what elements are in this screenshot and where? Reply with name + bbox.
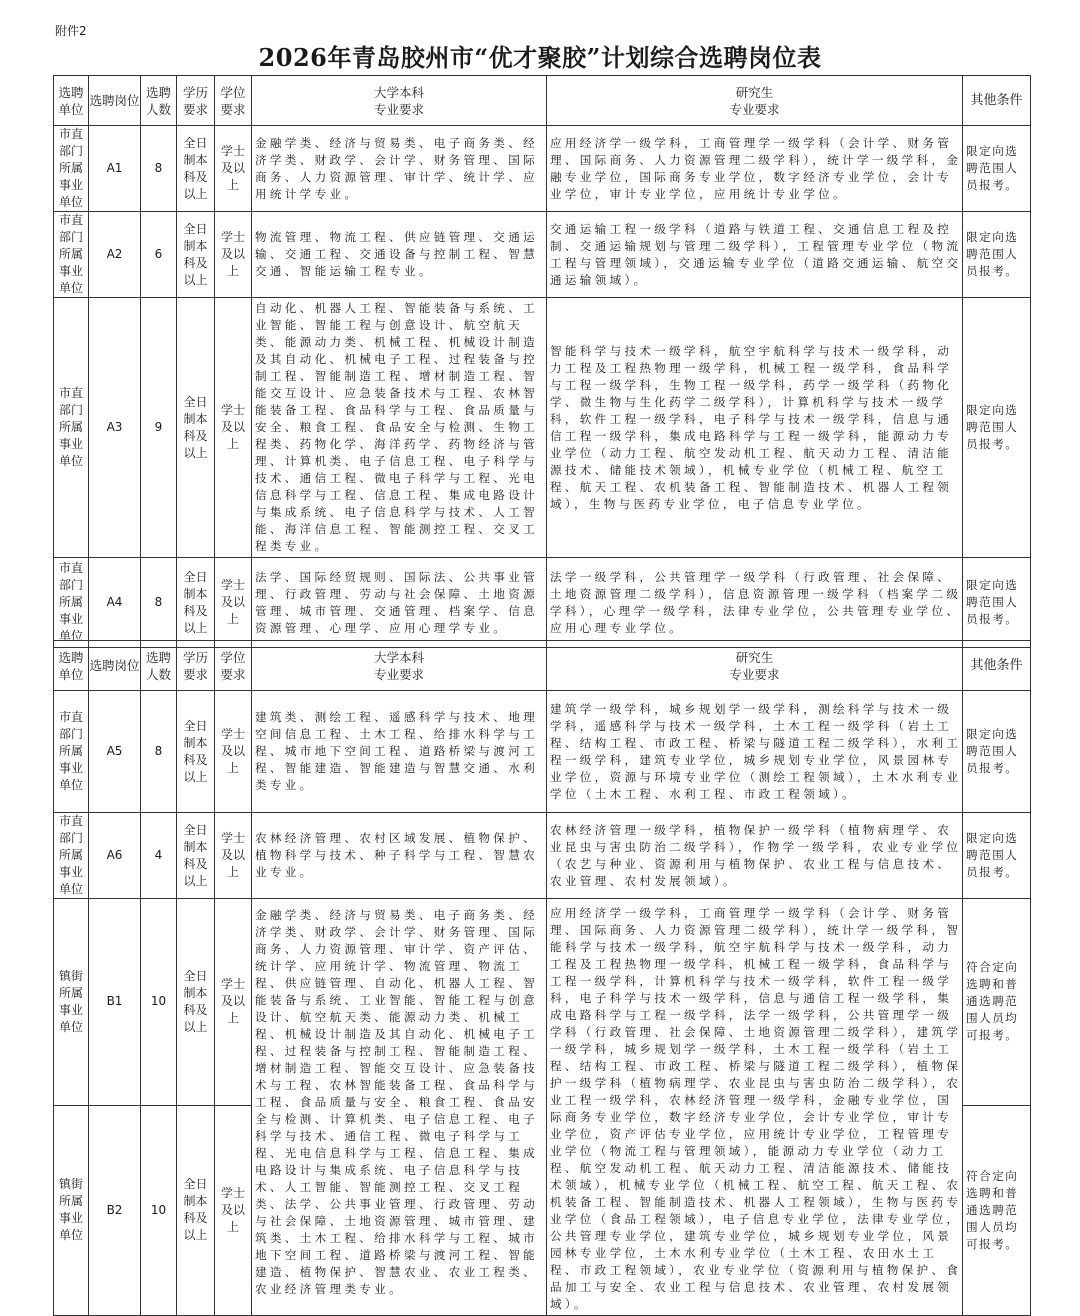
header-unit: 选聘单位: [54, 76, 89, 126]
cell-other-conditions: 限定向选聘范围人员报考。: [963, 691, 1031, 813]
cell-education: 全日制本科及以上: [177, 212, 215, 298]
cell-count: 10: [141, 1105, 177, 1315]
cell-count: 6: [141, 212, 177, 298]
cell-graduate-majors-shared: 应用经济学一级学科，工商管理学一级学科（会计学、财务管理、国际商务、人力资源管理二级学科），统计学一级学科，智能科学与技术一级学科，航空宇航科学与技术一级学科，动力工程及工程热物理一级学科，机械工程一级学科，食品科学与工程一级学科，计算机科学与技术一级学科，软件工程一级学科，电子科学与技术一级学科，信息与通信工程一级学科，集成电路科学与工程一级学科，法学一级学科，公共管理学一级学科（行政管理、社会保障、土地资源管理二级学科），建筑学一级学科，城乡规划学一级学科，土木工程一级学科（岩土工程、结构工程、市政工程、桥梁与隧道工程二级学科），植物保护一级学科（植物病理学、农业昆虫与害虫防治二级学科），农业工程一级学科，农林经济管理一级学科，金融专业学位，国际商务专业学位，数字经济专业学位，会计专业学位，审计专业学位，资产评估专业学位，应用统计专业学位，工程管理专业学位（物流工程与管理领域），能源动力专业学位（动力工程、航空发动机工程、航天动力工程、清洁能源技术、储能技术领域），机械专业学位（机械工程、航空工程、航天工程、农机装备工程、智能制造技术、机器人工程领域），生物与医药专业学位（食品工程领域），电子信息专业学位，法律专业学位，公共管理专业学位，建筑专业学位，城乡规划专业学位，风景园林专业学位，土木水利专业学位（土木工程、农田水土工程、市政工程领域），农业专业学位（资源利用与植物保护、食品加工与安全、农业工程与信息技术、农业管理、农村发展领域）。: [547, 899, 963, 1316]
cell-degree: 学士及以上: [215, 212, 252, 298]
cell-other-conditions: 符合定向选聘和普通选聘范围人员均可报考。: [963, 899, 1031, 1106]
cell-unit: 市直部门所属事业单位: [54, 813, 89, 899]
table-row: [54, 691, 1031, 813]
cell-other-conditions: 限定向选聘范围人员报考。: [963, 813, 1031, 899]
table-row: [54, 899, 1031, 1106]
header-graduate-line1: 研究生: [735, 84, 774, 100]
cell-undergrad-majors-shared: 金融学类、经济与贸易类、电子商务类、经济学类、财政学、会计学、财务管理、国际商务、人力资源管理、审计学、资产评估、统计学、应用统计学、物流管理、物流工程、供应链管理、自动化、机器人工程、智能装备与系统、工业智能、智能工程与创意设计、航空航天类、能源动力类、机械工程、机械设计制造及其自动化、机械电子工程、过程装备与控制工程、智能制造工程、增材制造工程、智能交互设计、应急装备技术与工程、农林智能装备工程、食品科学与工程、食品质量与安全、粮食工程、食品安全与检测、计算机类、电子信息工程、电子科学与技术、通信工程、微电子科学与工程、光电信息科学与工程、信息工程、集成电路设计与集成系统、电子信息科学与技术、人工智能、智能测控工程、交叉工程类、法学、公共事业管理、行政管理、劳动与社会保障、土地资源管理、城市管理、建筑类、土木工程、给排水科学与工程、城市地下空间工程、道路桥梁与渡河工程、智能建造、植物保护、智慧农业、农业工程类、农业经济管理类专业。: [252, 899, 547, 1316]
cell-other-conditions: 限定向选聘范围人员报考。: [963, 558, 1031, 648]
header-row: [54, 76, 1031, 126]
header-undergrad: [252, 641, 547, 691]
header-other: 其他条件: [963, 641, 1031, 691]
table-row: [54, 298, 1031, 558]
cell-graduate-majors: 法学一级学科，公共管理学一级学科（行政管理、社会保障、土地资源管理二级学科），信息资源管理一级学科（档案学二级学科），心理学一级学科，法律专业学位，公共管理专业学位、应用心理专业学位。: [547, 558, 963, 648]
header-graduate-line2: 专业要求: [729, 101, 780, 117]
positions-table-1: [53, 75, 1031, 648]
cell-education: 全日制本科及以上: [177, 558, 215, 648]
header-graduate: [547, 641, 963, 691]
cell-count: 8: [141, 691, 177, 813]
cell-other-conditions: 限定向选聘范围人员报考。: [963, 212, 1031, 298]
header-unit: 选聘单位: [54, 641, 89, 691]
cell-undergrad-majors: 建筑类、测绘工程、遥感科学与技术、地理空间信息工程、土木工程、给排水科学与工程、城市地下空间工程、道路桥梁与渡河工程、智能建造、智能建造与智慧交通、水利类专业。: [252, 691, 547, 813]
cell-post: A5: [89, 691, 141, 813]
cell-post: A2: [89, 212, 141, 298]
cell-post: A6: [89, 813, 141, 899]
cell-count: 4: [141, 813, 177, 899]
cell-post: A4: [89, 558, 141, 648]
cell-degree: 学士及以上: [215, 899, 252, 1106]
cell-undergrad-majors: 物流管理、物流工程、供应链管理、交通运输、交通工程、交通设备与控制工程、智慧交通、智能运输工程专业。: [252, 212, 547, 298]
header-row: [54, 641, 1031, 691]
header-undergrad-line2: 专业要求: [373, 666, 424, 682]
header-undergrad-line1: 大学本科: [373, 649, 424, 665]
page-title: 2026年青岛胶州市“优才聚胶”计划综合选聘岗位表: [258, 43, 822, 72]
cell-education: 全日制本科及以上: [177, 899, 215, 1106]
cell-graduate-majors: 农林经济管理一级学科，植物保护一级学科（植物病理学、农业昆虫与害虫防治二级学科），作物学一级学科，农业专业学位（农艺与种业、资源利用与植物保护、农业工程与信息技术、农业管理、农村发展领域）。: [547, 813, 963, 899]
cell-count: 8: [141, 126, 177, 212]
cell-education: 全日制本科及以上: [177, 1105, 215, 1315]
cell-degree: 学士及以上: [215, 813, 252, 899]
cell-post: B1: [89, 899, 141, 1106]
cell-undergrad-majors: 农林经济管理、农村区域发展、植物保护、植物科学与技术、种子科学与工程、智慧农业专业。: [252, 813, 547, 899]
cell-graduate-majors: 交通运输工程一级学科（道路与铁道工程、交通信息工程及控制、交通运输规划与管理二级学科），工程管理专业学位（物流工程与管理领域），交通运输专业学位（道路交通运输、航空交通运输领域）。: [547, 212, 963, 298]
table-row: [54, 212, 1031, 298]
table-row: [54, 558, 1031, 648]
cell-unit: 市直部门所属事业单位: [54, 691, 89, 813]
cell-graduate-majors: 智能科学与技术一级学科，航空宇航科学与技术一级学科，动力工程及工程热物理一级学科，机械工程一级学科，食品科学与工程一级学科，生物工程一级学科，药学一级学科（药物化学、微生物与生化药学二级学科），计算机科学与技术一级学科，软件工程一级学科，电子科学与技术一级学科，信息与通信工程一级学科，集成电路科学与工程一级学科，能源动力专业学位（动力工程、航空发动机工程、航天动力工程、清洁能源技术、储能技术领域），机械专业学位（机械工程、航空工程、航天工程、农机装备工程、智能制造技术、机器人工程领域），生物与医药专业学位，电子信息专业学位。: [547, 298, 963, 558]
cell-education: 全日制本科及以上: [177, 691, 215, 813]
cell-post: A3: [89, 298, 141, 558]
cell-undergrad-majors: 金融学类、经济与贸易类、电子商务类、经济学类、财政学、会计学、财务管理、国际商务、人力资源管理、审计学、统计学、应用统计学专业。: [252, 126, 547, 212]
header-graduate: [547, 76, 963, 126]
cell-post: B2: [89, 1105, 141, 1315]
cell-graduate-majors: 应用经济学一级学科，工商管理学一级学科（会计学、财务管理、国际商务、人力资源管理二级学科），统计学一级学科，金融专业学位，国际商务专业学位，数字经济专业学位，会计专业学位，审计专业学位，应用统计专业学位。: [547, 126, 963, 212]
cell-degree: 学士及以上: [215, 558, 252, 648]
table-row: [54, 813, 1031, 899]
positions-table-2: [53, 640, 1031, 1316]
cell-count: 8: [141, 558, 177, 648]
cell-unit: 市直部门所属事业单位: [54, 126, 89, 212]
cell-post: A1: [89, 126, 141, 212]
cell-count: 9: [141, 298, 177, 558]
header-education: 学历要求: [177, 641, 215, 691]
cell-unit: 市直部门所属事业单位: [54, 558, 89, 648]
cell-other-conditions: 符合定向选聘和普通选聘范围人员均可报考。: [963, 1105, 1031, 1315]
cell-degree: 学士及以上: [215, 298, 252, 558]
header-undergrad: [252, 76, 547, 126]
header-graduate-line2: 专业要求: [729, 666, 780, 682]
header-undergrad-line1: 大学本科: [373, 84, 424, 100]
header-other: 其他条件: [963, 76, 1031, 126]
header-count: 选聘人数: [141, 76, 177, 126]
cell-unit: 镇街所属事业单位: [54, 899, 89, 1106]
header-education: 学历要求: [177, 76, 215, 126]
header-count: 选聘人数: [141, 641, 177, 691]
header-post: 选聘岗位: [89, 76, 141, 126]
cell-unit: 市直部门所属事业单位: [54, 298, 89, 558]
cell-unit: 市直部门所属事业单位: [54, 212, 89, 298]
header-graduate-line1: 研究生: [735, 649, 774, 665]
cell-other-conditions: 限定向选聘范围人员报考。: [963, 298, 1031, 558]
cell-graduate-majors: 建筑学一级学科，城乡规划学一级学科，测绘科学与技术一级学科，遥感科学与技术一级学科，土木工程一级学科（岩土工程、结构工程、市政工程、桥梁与隧道工程二级学科），水利工程一级学科，建筑专业学位，城乡规划专业学位，风景园林专业学位，资源与环境专业学位（测绘工程领域），土木水利专业学位（土木工程、水利工程、市政工程领域）。: [547, 691, 963, 813]
table-row: [54, 126, 1031, 212]
cell-degree: 学士及以上: [215, 126, 252, 212]
cell-education: 全日制本科及以上: [177, 298, 215, 558]
cell-undergrad-majors: 自动化、机器人工程、智能装备与系统、工业智能、智能工程与创意设计、航空航天类、能源动力类、机械工程、机械设计制造及其自动化、机械电子工程、过程装备与控制工程、智能制造工程、增材制造工程、智能交互设计、应急装备技术与工程、农林智能装备工程、食品科学与工程、食品质量与安全、粮食工程、食品安全与检测、生物工程类、药物化学、海洋药学、药物经济与管理、计算机类、电子信息工程、电子科学与技术、通信工程、微电子科学与工程、光电信息科学与工程、信息工程、集成电路设计与集成系统、电子信息科学与技术、人工智能、海洋信息工程、智能测控工程、交叉工程类专业。: [252, 298, 547, 558]
cell-count: 10: [141, 899, 177, 1106]
cell-unit: 镇街所属事业单位: [54, 1105, 89, 1315]
cell-education: 全日制本科及以上: [177, 813, 215, 899]
header-degree: 学位要求: [215, 641, 252, 691]
cell-undergrad-majors: 法学、国际经贸规则、国际法、公共事业管理、行政管理、劳动与社会保障、土地资源管理、城市管理、交通管理、档案学、信息资源管理、心理学、应用心理学专业。: [252, 558, 547, 648]
cell-other-conditions: 限定向选聘范围人员报考。: [963, 126, 1031, 212]
header-post: 选聘岗位: [89, 641, 141, 691]
header-undergrad-line2: 专业要求: [373, 101, 424, 117]
cell-education: 全日制本科及以上: [177, 126, 215, 212]
cell-degree: 学士及以上: [215, 1105, 252, 1315]
cell-degree: 学士及以上: [215, 691, 252, 813]
attachment-label: 附件2: [55, 24, 87, 38]
header-degree: 学位要求: [215, 76, 252, 126]
